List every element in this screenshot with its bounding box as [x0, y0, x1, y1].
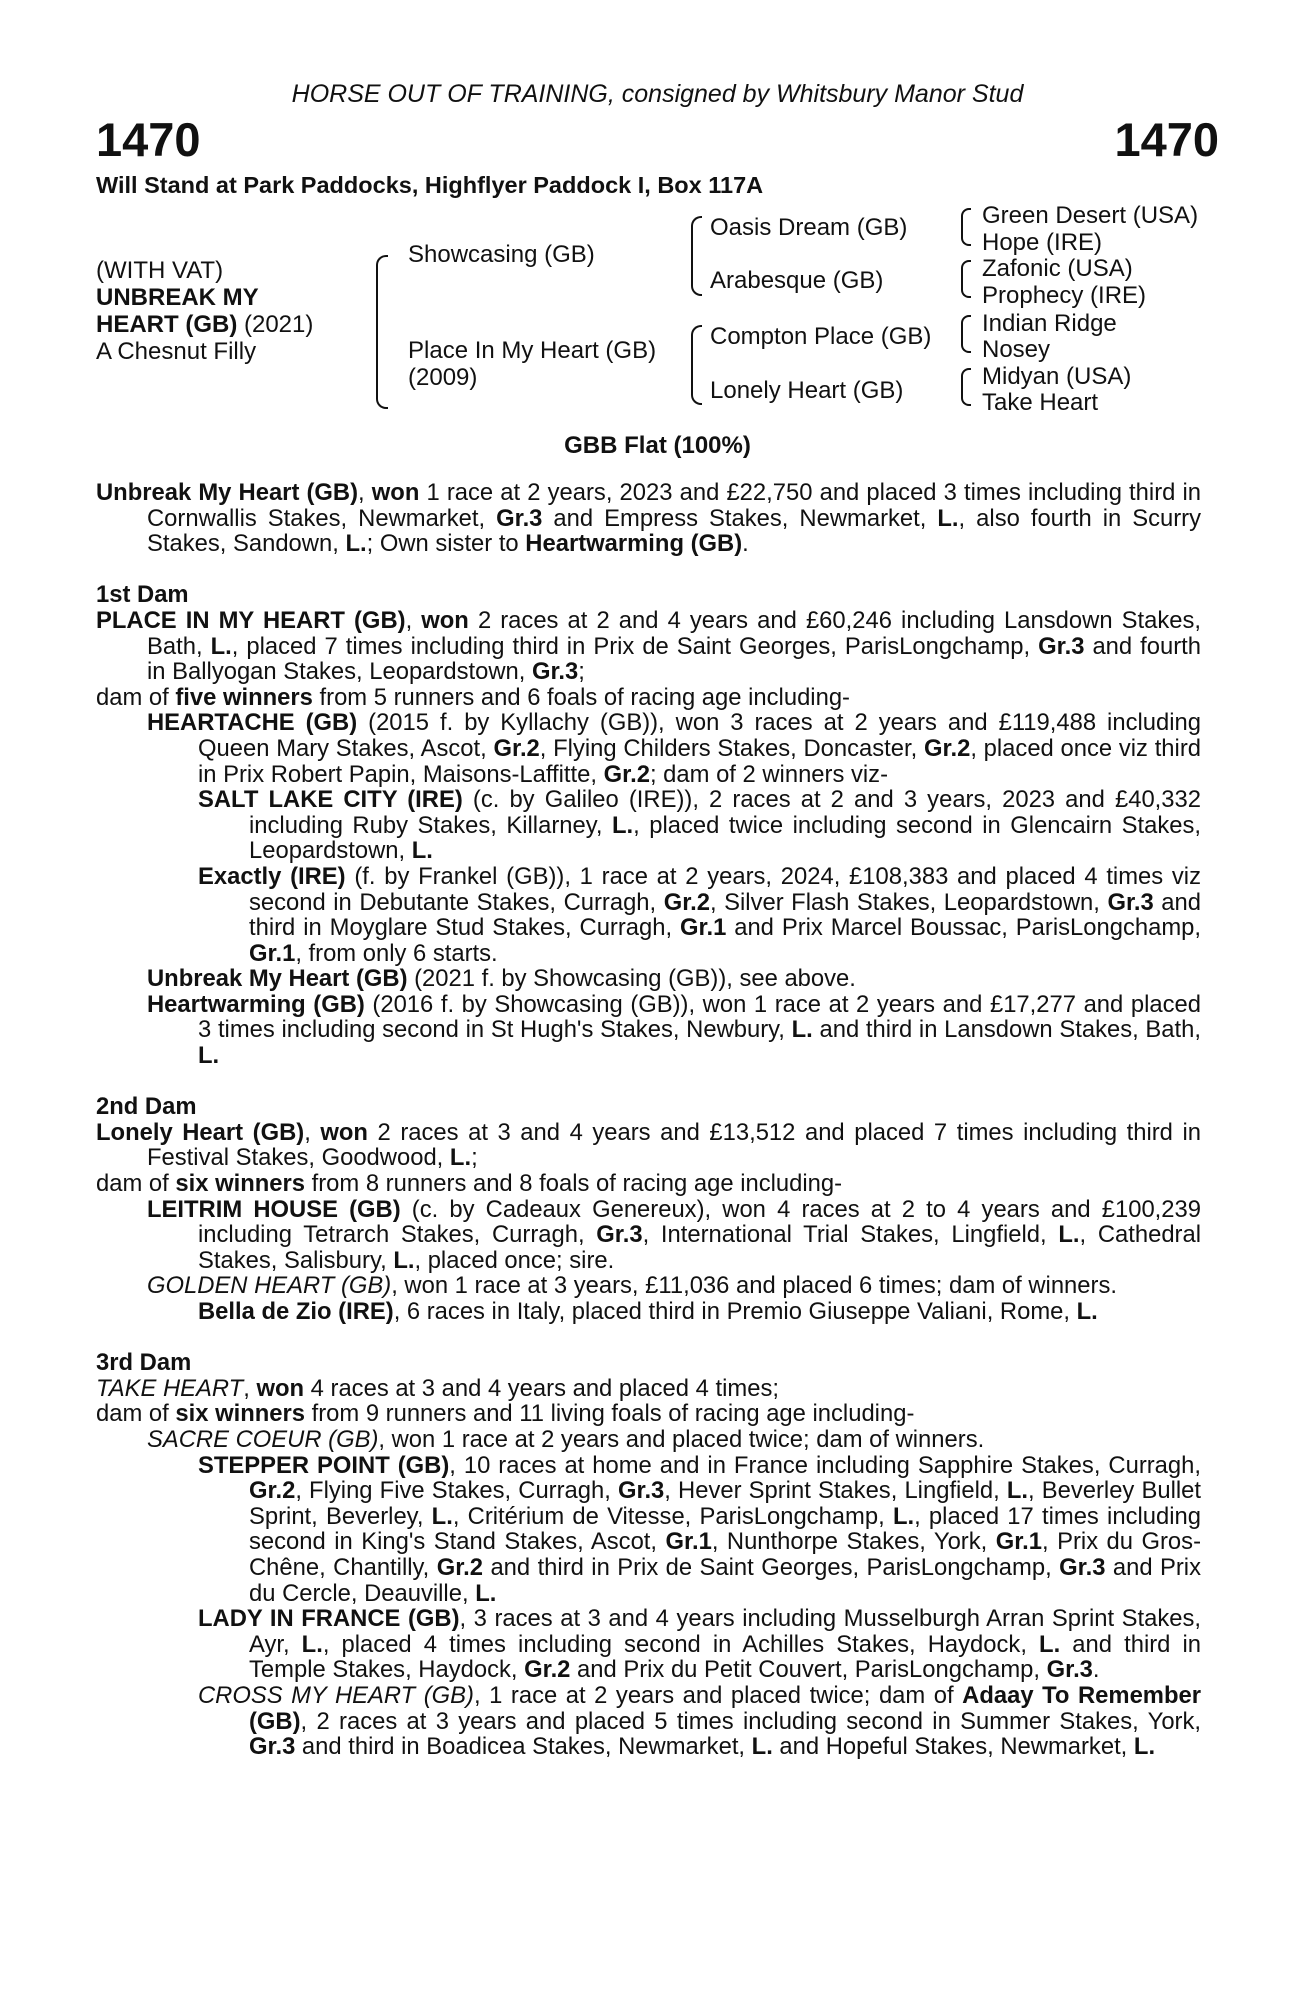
produce-leitrim-house: LEITRIM HOUSE (GB) (c. by Cadeaux Genereux), won 4 races at 2 to 4 years and £100,239 including Tetrarch Stakes, Curragh, Gr.3, International Trial Stakes, Lingfield, L., Cathedral Stakes, Salisbury, L., placed once; sire.	[147, 1195, 1202, 1274]
horse-name-line2: HEART (GB) (2021)	[96, 311, 314, 338]
third-dam-produce: dam of six winners from 9 runners and 11 living foals of racing age including-	[96, 1400, 915, 1428]
pedigree-dss: Indian Ridge	[982, 310, 1117, 337]
pedigree-brace-1	[376, 255, 388, 409]
consignment-line: HORSE OUT OF TRAINING, consigned by Whitsbury Manor Stud	[291, 80, 1024, 108]
third-dam-heading: 3rd Dam	[96, 1349, 192, 1377]
horse-name-line1: UNBREAK MY	[96, 284, 259, 311]
third-dam-entry: TAKE HEART, won 4 races at 3 and 4 years and placed 4 times;	[96, 1374, 779, 1402]
second-dam-produce: dam of six winners from 8 runners and 8 foals of racing age including-	[96, 1170, 843, 1198]
second-dam-entry: Lonely Heart (GB), won 2 races at 3 and 4 years and £13,512 and placed 7 times including third in Festival Stakes, Goodwood, L.;	[96, 1118, 1202, 1172]
produce-heartache: HEARTACHE (GB) (2015 f. by Kyllachy (GB)), won 3 races at 2 years and £119,488 including Queen Mary Stakes, Ascot, Gr.2, Flying Childers Stakes, Doncaster, Gr.2, placed once viz third in Prix Robert Papin, Maisons-Laffitte, Gr.2; dam of 2 winners viz-	[147, 709, 1201, 788]
first-dam-heading: 1st Dam	[96, 581, 189, 609]
produce-lady-in-france: LADY IN FRANCE (GB), 3 races at 3 and 4 years including Musselburgh Arran Sprint Stakes, Ayr, L., placed 4 times including second in Achilles Stakes, Haydock, L. and third in Temple Stakes, Haydock, Gr.2 and Prix du Petit Couvert, ParisLongchamp, Gr.3.	[198, 1605, 1202, 1684]
lot-number-right: 1470	[1114, 113, 1219, 166]
pedigree-sire-sire: Oasis Dream (GB)	[710, 214, 908, 241]
pedigree-sss: Green Desert (USA)	[982, 202, 1199, 229]
pedigree-brace-3a	[961, 208, 971, 246]
pedigree-brace-2b	[691, 325, 702, 405]
pedigree-sdd: Prophecy (IRE)	[982, 282, 1147, 309]
first-dam-entry: PLACE IN MY HEART (GB), won 2 races at 2 and 4 years and £60,246 including Lansdown Stakes, Bath, L., placed 7 times including third in Prix de Saint Georges, ParisLongchamp, Gr.3 and fourth in Ballyogan Stakes, Leopardstown, Gr.3;	[96, 606, 1201, 686]
pedigree-ddd: Take Heart	[982, 389, 1099, 416]
produce-sacre-coeur: SACRE COEUR (GB), won 1 race at 2 years and placed twice; dam of winners.	[147, 1425, 985, 1453]
produce-heartwarming: Heartwarming (GB) (2016 f. by Showcasing (GB)), won 1 race at 2 years and £17,277 and placed 3 times including second in St Hugh's Stakes, Newbury, L. and third in Lansdown Stakes, Bath, L.	[147, 990, 1201, 1070]
pedigree-brace-3d	[961, 368, 971, 406]
produce-bella-de-zio: Bella de Zio (IRE), 6 races in Italy, placed third in Premio Giuseppe Valiani, Rome, L.	[198, 1298, 1098, 1325]
pedigree-dds: Midyan (USA)	[982, 363, 1132, 390]
produce-exactly: Exactly (IRE) (f. by Frankel (GB)), 1 race at 2 years, 2024, £108,383 and placed 4 times viz second in Debutante Stakes, Curragh, Gr.2, Silver Flash Stakes, Leopardstown, Gr.3 and third in Moyglare Stud Stakes, Curragh, Gr.1 and Prix Marcel Boussac, ParisLongchamp, Gr.1, from only 6 starts.	[198, 862, 1201, 967]
first-dam-produce: dam of five winners from 5 runners and 6 foals of racing age including-	[96, 683, 850, 711]
pedigree-dsd: Nosey	[982, 336, 1051, 363]
second-dam-heading: 2nd Dam	[96, 1093, 197, 1121]
pedigree-brace-2a	[691, 216, 702, 296]
gbb-rating: GBB Flat (100%)	[564, 432, 751, 459]
pedigree-dam-line2: (2009)	[408, 364, 478, 391]
horse-description: A Chesnut Filly	[96, 338, 257, 365]
pedigree-dam-line1: Place In My Heart (GB)	[408, 337, 657, 364]
pedigree-dam-sire: Compton Place (GB)	[710, 323, 932, 350]
produce-stepper-point: STEPPER POINT (GB), 10 races at home and in France including Sapphire Stakes, Curragh, Gr.2, Flying Five Stakes, Curragh, Gr.3, Hever Sprint Stakes, Lingfield, L., Beverley Bullet Sprint, Beverley, L., Critérium de Vitesse, ParisLongchamp, L., placed 17 times including second in King's Stand Stakes, Ascot, Gr.1, Nunthorpe Stakes, York, Gr.1, Prix du Gros-Chêne, Chantilly, Gr.2 and third in Prix de Saint Georges, ParisLongchamp, Gr.3 and Prix du Cercle, Deauville, L.	[198, 1451, 1201, 1607]
lot-number-left: 1470	[96, 113, 201, 166]
produce-unbreak-my-heart: Unbreak My Heart (GB) (2021 f. by Showcasing (GB)), see above.	[147, 965, 856, 993]
pedigree-ssd: Hope (IRE)	[982, 229, 1103, 256]
vat-note: (WITH VAT)	[96, 257, 224, 284]
pedigree-dam-dam: Lonely Heart (GB)	[710, 377, 904, 404]
pedigree-brace-3b	[961, 260, 971, 298]
produce-golden-heart: GOLDEN HEART (GB), won 1 race at 3 years, £11,036 and placed 6 times; dam of winners.	[147, 1272, 1117, 1300]
stand-location: Will Stand at Park Paddocks, Highflyer Paddock I, Box 117A	[96, 172, 764, 198]
pedigree-sire-dam: Arabesque (GB)	[710, 267, 884, 294]
produce-cross-my-heart: CROSS MY HEART (GB), 1 race at 2 years and placed twice; dam of Adaay To Remember (GB), 2 races at 3 years and placed 5 times including second in Summer Stakes, York, Gr.3 and third in Boadicea Stakes, Newmarket, L. and Hopeful Stakes, Newmarket, L.	[198, 1681, 1201, 1761]
pedigree-sire: Showcasing (GB)	[408, 241, 595, 268]
pedigree-sds: Zafonic (USA)	[982, 255, 1133, 282]
catalogue-body	[96, 480, 1201, 1760]
pedigree-brace-3c	[961, 315, 971, 353]
horse-summary: Unbreak My Heart (GB), won 1 race at 2 years, 2023 and £22,750 and placed 3 times including third in Cornwallis Stakes, Newmarket, Gr.3 and Empress Stakes, Newmarket, L., also fourth in Scurry Stakes, Sandown, L.; Own sister to Heartwarming (GB).	[96, 479, 1201, 558]
produce-salt-lake-city: SALT LAKE CITY (IRE) (c. by Galileo (IRE)), 2 races at 2 and 3 years, 2023 and £40,332 including Ruby Stakes, Killarney, L., placed twice including second in Glencairn Stakes, Leopardstown, L.	[198, 786, 1201, 865]
